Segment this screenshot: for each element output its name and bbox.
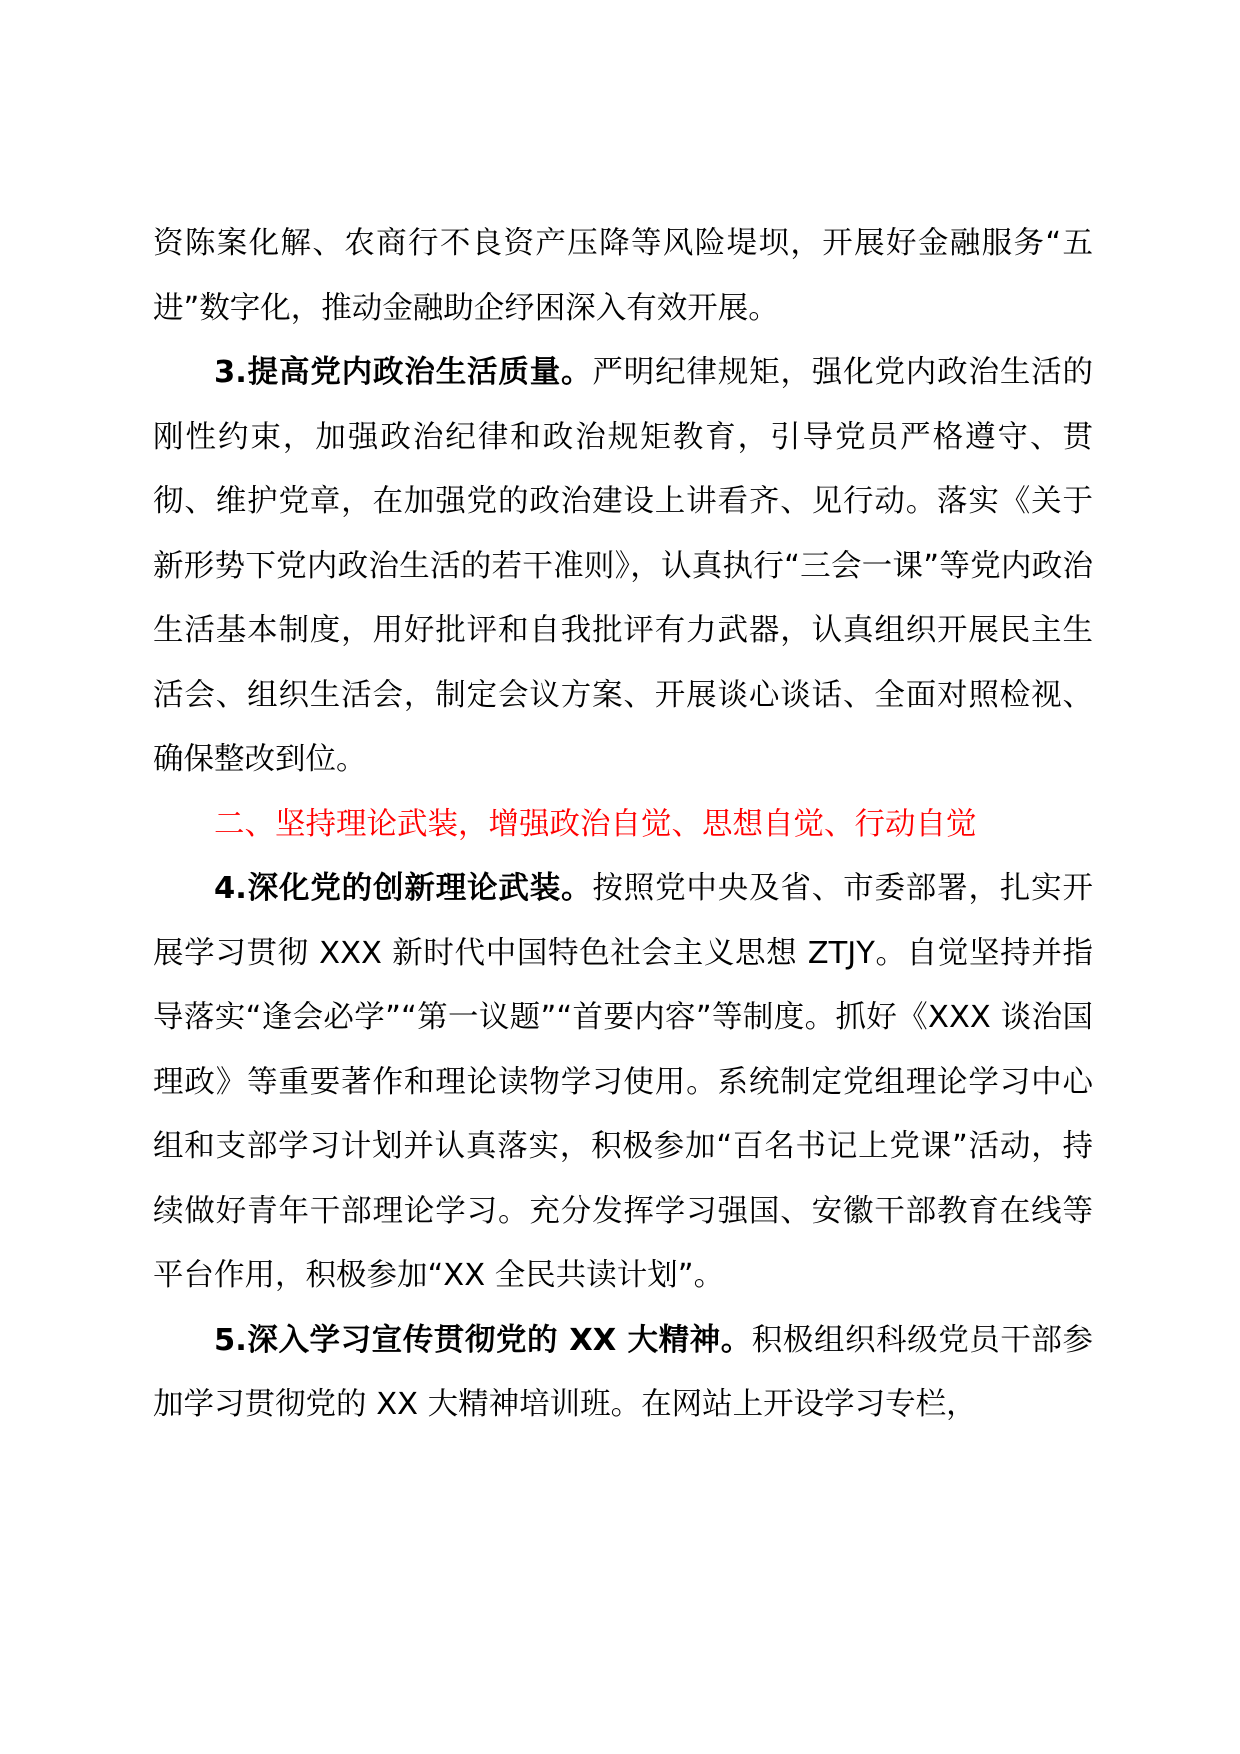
paragraph-continuation: 资陈案化解、农商行不良资产压降等风险堤坝，开展好金融服务“五进”数字化，推动金融助企纾困深入有效开展。 [153,226,1093,326]
paragraph-item-3 [153,341,1093,793]
item-3-title: 3.提高党内政治生活质量。 [214,355,593,390]
item-3-body: 严明纪律规矩，强化党内政治生活的刚性约束，加强政治纪律和政治规矩教育，引导党员严格遵守、贯彻、维护党章，在加强党的政治建设上讲看齐、见行动。落实《关于新形势下党内政治生活的若干准则》，认真执行“三会一课”等党内政治生活基本制度，用好批评和自我批评有力武器，认真组织开展民主生活会、组织生活会，制定会议方案、开展谈心谈话、全面对照检视、确保整改到位。 [153,355,1094,777]
item-4-body: 按照党中央及省、市委部署，扎实开展学习贯彻 XXX 新时代中国特色社会主义思想 ZTJY。自觉坚持并指导落实“逢会必学”“第一议题”“首要内容”等制度。抓好《XXX 谈治国理政》等重要著作和理论读物学习使用。系统制定党组理论学习中心组和支部学习计划并认真落实，积极参加“百名书记上党课”活动，持续做好青年干部理论学习。充分发挥学习强国、安徽干部教育在线等平台作用，积极参加“XX 全民共读计划”。 [153,871,1094,1293]
section-2-heading: 二、坚持理论武装，增强政治自觉、思想自觉、行动自觉 [214,806,977,842]
paragraph-item-4 [153,857,1093,1309]
item-5-title: 5.深入学习宣传贯彻党的 XX 大精神。 [214,1322,752,1358]
item-4-title: 4.深化党的创新理论武装。 [214,871,593,906]
document-body [153,212,1093,1438]
paragraph-item-5 [153,1309,1093,1438]
item-5-body: 积极组织科级党员干部参加学习贯彻党的 XX 大精神培训班。在网站上开设学习专栏， [153,1322,1094,1422]
